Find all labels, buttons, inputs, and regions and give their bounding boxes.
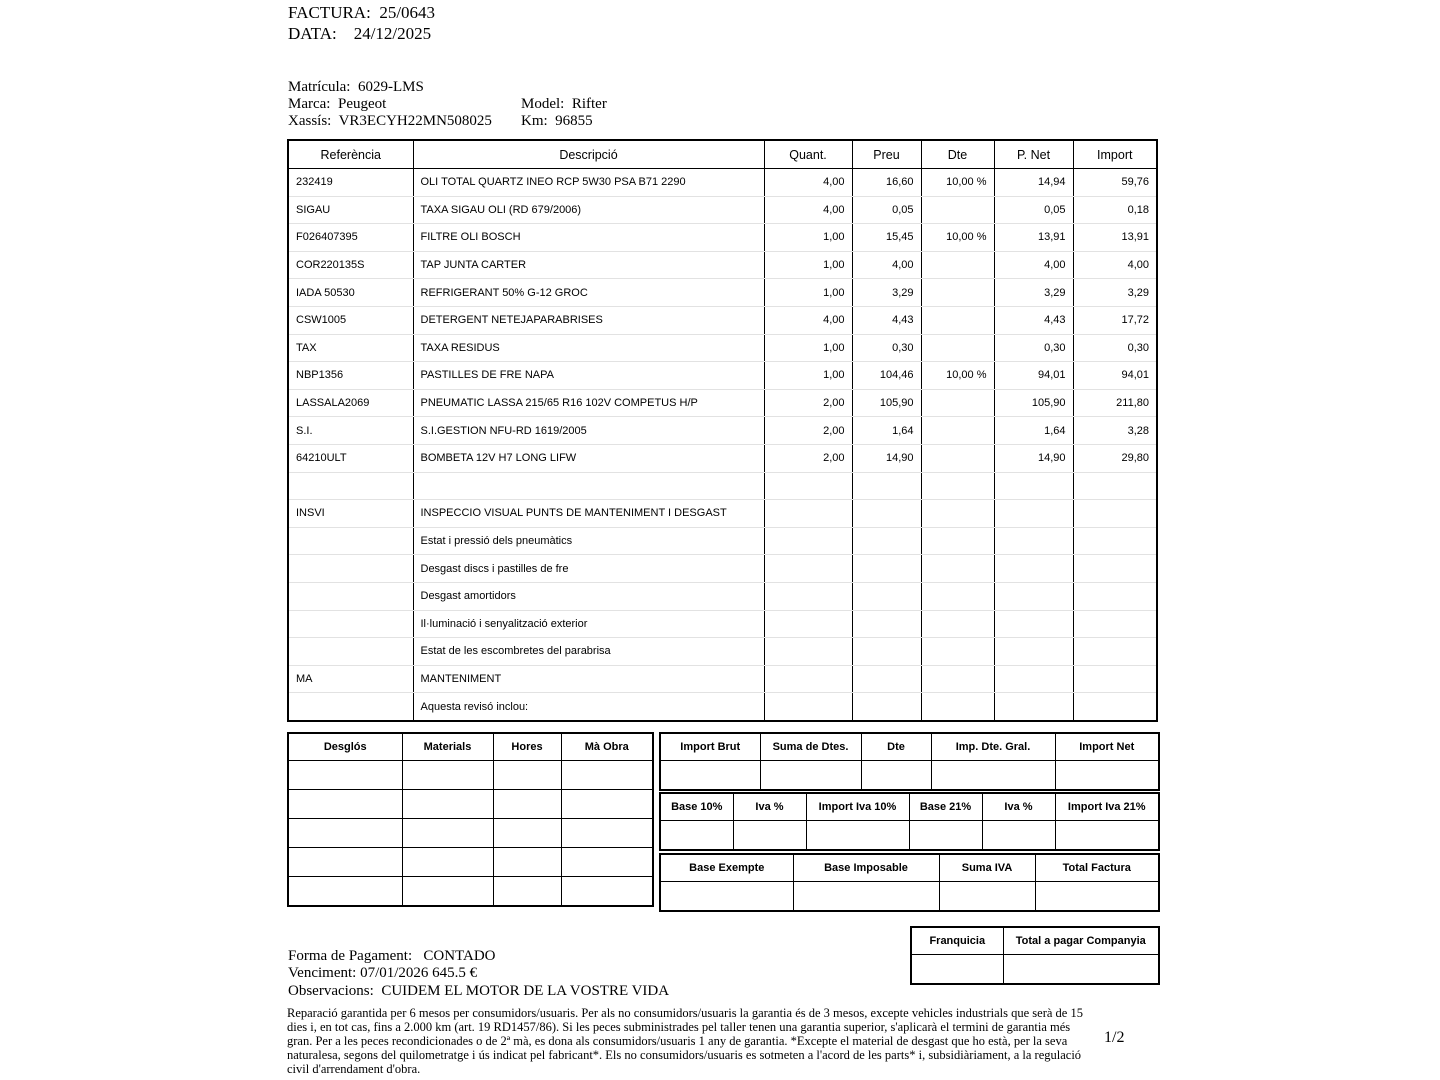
line-quantity: 1,00: [764, 279, 852, 307]
line-price: [852, 555, 921, 583]
line-description: DETERGENT NETEJAPARABRISES: [413, 306, 764, 334]
line-price: 4,00: [852, 251, 921, 279]
totals-net-values-row: [660, 761, 1159, 791]
line-description: PNEUMATIC LASSA 215/65 R16 102V COMPETUS H/P: [413, 389, 764, 417]
line-reference: [288, 693, 413, 721]
invoice-date-line: [288, 24, 431, 44]
breakdown-row: [288, 848, 653, 877]
line-discount: 10,00 %: [921, 169, 994, 197]
line-description: S.I.GESTION NFU-RD 1619/2005: [413, 417, 764, 445]
line-amount: 13,91: [1073, 224, 1157, 252]
line-price: [852, 665, 921, 693]
insurance-values-row: [911, 955, 1159, 985]
breakdown-header-labor: Mà Obra: [561, 733, 653, 761]
line-quantity: 1,00: [764, 224, 852, 252]
vehicle-km: [521, 113, 593, 130]
line-price: 105,90: [852, 389, 921, 417]
header-iva-pct-1: Iva %: [733, 793, 806, 821]
line-price: [852, 582, 921, 610]
line-net-price: 1,64: [994, 417, 1073, 445]
model-label: Model:: [521, 96, 565, 112]
line-net-price: 3,29: [994, 279, 1073, 307]
line-net-price: 13,91: [994, 224, 1073, 252]
line-row: [288, 693, 1157, 721]
header-base-10: Base 10%: [660, 793, 733, 821]
line-discount: 10,00 %: [921, 362, 994, 390]
line-reference: [288, 582, 413, 610]
line-row: [288, 527, 1157, 555]
line-reference: COR220135S: [288, 251, 413, 279]
line-description: BOMBETA 12V H7 LONG LIFW: [413, 444, 764, 472]
invoice-lines-table: [287, 139, 1158, 722]
line-net-price: 94,01: [994, 362, 1073, 390]
line-amount: [1073, 527, 1157, 555]
line-amount: [1073, 555, 1157, 583]
line-description: [413, 472, 764, 500]
line-reference: 64210ULT: [288, 444, 413, 472]
line-amount: 211,80: [1073, 389, 1157, 417]
line-row: [288, 306, 1157, 334]
vehicle-chassis: [288, 113, 492, 130]
payment-due-label: Venciment:: [288, 965, 357, 981]
km-label: Km:: [521, 113, 548, 129]
line-discount: [921, 555, 994, 583]
line-reference: SIGAU: [288, 196, 413, 224]
insurance-table: [910, 926, 1160, 985]
line-quantity: 2,00: [764, 389, 852, 417]
line-amount: 3,28: [1073, 417, 1157, 445]
chassis-label: Xassís:: [288, 113, 332, 129]
header-import-iva-10: Import Iva 10%: [806, 793, 909, 821]
line-net-price: [994, 610, 1073, 638]
line-amount: [1073, 610, 1157, 638]
breakdown-row: [288, 877, 653, 907]
line-reference: [288, 555, 413, 583]
payment-due-value: 07/01/2026 645.5 €: [360, 965, 478, 981]
breakdown-row: [288, 790, 653, 819]
line-quantity: 1,00: [764, 251, 852, 279]
line-row: [288, 555, 1157, 583]
line-net-price: 14,94: [994, 169, 1073, 197]
line-quantity: [764, 555, 852, 583]
observations-label: Observacions:: [288, 983, 374, 999]
line-discount: [921, 279, 994, 307]
line-description: INSPECCIO VISUAL PUNTS DE MANTENIMENT I DESGAST: [413, 500, 764, 528]
totals-vat-values-row: [660, 821, 1159, 851]
line-net-price: [994, 472, 1073, 500]
line-net-price: [994, 665, 1073, 693]
breakdown-header-row: [288, 733, 653, 761]
line-price: 0,30: [852, 334, 921, 362]
line-amount: 0,18: [1073, 196, 1157, 224]
line-reference: TAX: [288, 334, 413, 362]
line-net-price: 105,90: [994, 389, 1073, 417]
header-total-companyia: Total a pagar Companyia: [1003, 927, 1159, 955]
line-row: [288, 417, 1157, 445]
line-net-price: [994, 582, 1073, 610]
line-net-price: 4,00: [994, 251, 1073, 279]
line-reference: MA: [288, 665, 413, 693]
line-quantity: [764, 527, 852, 555]
line-discount: [921, 638, 994, 666]
header-suma-iva: Suma IVA: [939, 854, 1035, 882]
line-quantity: 4,00: [764, 306, 852, 334]
payment-method: [288, 948, 496, 965]
line-amount: 0,30: [1073, 334, 1157, 362]
lines-header-row: [288, 140, 1157, 169]
col-header-net-price: P. Net: [994, 140, 1073, 169]
line-description: Aquesta revisó inclou:: [413, 693, 764, 721]
line-price: [852, 500, 921, 528]
page-number: 1/2: [1104, 1029, 1125, 1046]
line-amount: 3,29: [1073, 279, 1157, 307]
line-description: MANTENIMENT: [413, 665, 764, 693]
observations: [288, 983, 669, 1000]
line-quantity: [764, 610, 852, 638]
line-description: TAXA RESIDUS: [413, 334, 764, 362]
breakdown-header-hours: Hores: [493, 733, 561, 761]
totals-net-header-row: [660, 733, 1159, 761]
col-header-reference: Referència: [288, 140, 413, 169]
header-imp-dte-gral: Imp. Dte. Gral.: [931, 733, 1055, 761]
line-amount: [1073, 472, 1157, 500]
line-discount: [921, 610, 994, 638]
lines-body: [288, 169, 1157, 721]
line-quantity: 4,00: [764, 196, 852, 224]
line-row: [288, 472, 1157, 500]
line-quantity: [764, 638, 852, 666]
line-row: [288, 334, 1157, 362]
line-discount: [921, 582, 994, 610]
line-description: OLI TOTAL QUARTZ INEO RCP 5W30 PSA B71 2290: [413, 169, 764, 197]
col-header-discount: Dte: [921, 140, 994, 169]
vehicle-plate: [288, 79, 424, 96]
line-discount: [921, 472, 994, 500]
line-row: [288, 500, 1157, 528]
col-header-price: Preu: [852, 140, 921, 169]
invoice-number: 25/0643: [379, 3, 436, 22]
line-net-price: 0,05: [994, 196, 1073, 224]
line-net-price: 14,90: [994, 444, 1073, 472]
observations-value: CUIDEM EL MOTOR DE LA VOSTRE VIDA: [381, 983, 670, 999]
line-row: [288, 610, 1157, 638]
line-row: [288, 582, 1157, 610]
line-description: Estat i pressió dels pneumàtics: [413, 527, 764, 555]
plate-value: 6029-LMS: [357, 79, 424, 95]
line-price: 4,43: [852, 306, 921, 334]
line-net-price: [994, 500, 1073, 528]
line-discount: [921, 500, 994, 528]
line-reference: NBP1356: [288, 362, 413, 390]
line-price: 16,60: [852, 169, 921, 197]
line-price: 14,90: [852, 444, 921, 472]
line-row: [288, 169, 1157, 197]
line-amount: [1073, 693, 1157, 721]
line-quantity: 1,00: [764, 362, 852, 390]
line-price: 104,46: [852, 362, 921, 390]
line-reference: LASSALA2069: [288, 389, 413, 417]
line-reference: S.I.: [288, 417, 413, 445]
model-value: Rifter: [571, 96, 607, 112]
header-total-factura: Total Factura: [1035, 854, 1159, 882]
line-row: [288, 279, 1157, 307]
line-price: 1,64: [852, 417, 921, 445]
payment-method-value: CONTADO: [423, 948, 496, 964]
line-row: [288, 444, 1157, 472]
line-row: [288, 638, 1157, 666]
line-net-price: [994, 693, 1073, 721]
line-quantity: 4,00: [764, 169, 852, 197]
line-row: [288, 389, 1157, 417]
line-description: Estat de les escombretes del parabrisa: [413, 638, 764, 666]
line-net-price: [994, 527, 1073, 555]
line-discount: [921, 417, 994, 445]
line-price: [852, 472, 921, 500]
totals-invoice-values-row: [660, 882, 1159, 912]
line-row: [288, 196, 1157, 224]
line-quantity: [764, 582, 852, 610]
brand-label: Marca:: [288, 96, 331, 112]
line-discount: [921, 334, 994, 362]
breakdown-row: [288, 819, 653, 848]
invoice-date: 24/12/2025: [353, 24, 432, 43]
line-reference: [288, 610, 413, 638]
line-quantity: 1,00: [764, 334, 852, 362]
totals-net-table: [659, 732, 1160, 791]
col-header-quantity: Quant.: [764, 140, 852, 169]
header-import-net: Import Net: [1055, 733, 1159, 761]
line-price: [852, 693, 921, 721]
plate-label: Matrícula:: [288, 79, 351, 95]
header-base-exempte: Base Exempte: [660, 854, 793, 882]
insurance-header-row: [911, 927, 1159, 955]
line-net-price: 4,43: [994, 306, 1073, 334]
line-amount: 59,76: [1073, 169, 1157, 197]
line-reference: [288, 638, 413, 666]
line-amount: 17,72: [1073, 306, 1157, 334]
payment-due: [288, 965, 477, 982]
line-reference: 232419: [288, 169, 413, 197]
chassis-value: VR3ECYH22MN508025: [338, 113, 492, 129]
line-amount: [1073, 638, 1157, 666]
header-dte: Dte: [861, 733, 931, 761]
header-import-brut: Import Brut: [660, 733, 760, 761]
line-discount: [921, 251, 994, 279]
totals-invoice-table: [659, 853, 1160, 912]
header-franquicia: Franquicia: [911, 927, 1003, 955]
header-iva-pct-2: Iva %: [982, 793, 1055, 821]
breakdown-row: [288, 761, 653, 790]
line-amount: [1073, 665, 1157, 693]
line-amount: 29,80: [1073, 444, 1157, 472]
line-row: [288, 362, 1157, 390]
breakdown-header-materials: Materials: [402, 733, 493, 761]
warranty-legal-text: Reparació garantida per 6 mesos per consumidors/usuaris. Per als no consumidors/usuaris la garantia és de 3 mesos, excepte vehicles industrials que serà de 15 dies i, en tot cas, fins a 2.000 km (art. 19 RD1457/86). Si les peces subministrades pel taller tenen una garantia superior, s'aplicarà el termini de garantia més gran. Per a les peces recondicionades o de 2ª mà, es dona als consumidors/usuaris 1 any de garantia. *Excepte el material de desgast que ho està, per la seva naturalesa, segons del quilometratge i ús indicat pel fabricant*. Els no consumidors/usuaris es sotmeten a l'acord de les parts* i, subsidiàriament, a la regulació civil d'arrendament d'obra.: [287, 1006, 1083, 1076]
line-description: REFRIGERANT 50% G-12 GROC: [413, 279, 764, 307]
line-net-price: [994, 555, 1073, 583]
line-row: [288, 665, 1157, 693]
line-description: Desgast discs i pastilles de fre: [413, 555, 764, 583]
line-quantity: [764, 665, 852, 693]
header-suma-dtes: Suma de Dtes.: [760, 733, 861, 761]
brand-value: Peugeot: [337, 96, 387, 112]
line-description: FILTRE OLI BOSCH: [413, 224, 764, 252]
line-discount: [921, 527, 994, 555]
line-quantity: [764, 500, 852, 528]
totals-vat-header-row: [660, 793, 1159, 821]
line-quantity: 2,00: [764, 444, 852, 472]
line-price: [852, 527, 921, 555]
header-import-iva-21: Import Iva 21%: [1055, 793, 1159, 821]
line-amount: 4,00: [1073, 251, 1157, 279]
line-price: 0,05: [852, 196, 921, 224]
line-price: [852, 638, 921, 666]
line-amount: [1073, 500, 1157, 528]
line-row: [288, 224, 1157, 252]
totals-vat-table: [659, 792, 1160, 851]
line-discount: [921, 444, 994, 472]
invoice-label: FACTURA:: [288, 3, 371, 22]
line-quantity: 2,00: [764, 417, 852, 445]
line-description: PASTILLES DE FRE NAPA: [413, 362, 764, 390]
date-label: DATA:: [288, 24, 337, 43]
breakdown-table: [287, 732, 654, 907]
line-price: 3,29: [852, 279, 921, 307]
line-row: [288, 251, 1157, 279]
line-quantity: [764, 472, 852, 500]
line-discount: 10,00 %: [921, 224, 994, 252]
line-discount: [921, 306, 994, 334]
totals-invoice-header-row: [660, 854, 1159, 882]
line-description: Desgast amortidors: [413, 582, 764, 610]
line-discount: [921, 693, 994, 721]
header-base-imposable: Base Imposable: [793, 854, 939, 882]
vehicle-model: [521, 96, 607, 113]
line-description: Il·luminació i senyalització exterior: [413, 610, 764, 638]
line-description: TAP JUNTA CARTER: [413, 251, 764, 279]
line-reference: [288, 527, 413, 555]
line-discount: [921, 665, 994, 693]
line-reference: CSW1005: [288, 306, 413, 334]
line-discount: [921, 389, 994, 417]
line-amount: [1073, 582, 1157, 610]
header-base-21: Base 21%: [909, 793, 982, 821]
line-price: [852, 610, 921, 638]
line-amount: 94,01: [1073, 362, 1157, 390]
invoice-number-line: [288, 3, 435, 23]
vehicle-brand: [288, 96, 386, 113]
col-header-amount: Import: [1073, 140, 1157, 169]
line-reference: [288, 472, 413, 500]
line-reference: INSVI: [288, 500, 413, 528]
breakdown-header-desglos: Desglós: [288, 733, 402, 761]
line-net-price: 0,30: [994, 334, 1073, 362]
line-net-price: [994, 638, 1073, 666]
line-quantity: [764, 693, 852, 721]
payment-method-label: Forma de Pagament:: [288, 948, 413, 964]
km-value: 96855: [555, 113, 593, 129]
line-reference: IADA 50530: [288, 279, 413, 307]
line-price: 15,45: [852, 224, 921, 252]
line-discount: [921, 196, 994, 224]
line-description: TAXA SIGAU OLI (RD 679/2006): [413, 196, 764, 224]
col-header-description: Descripció: [413, 140, 764, 169]
line-reference: F026407395: [288, 224, 413, 252]
